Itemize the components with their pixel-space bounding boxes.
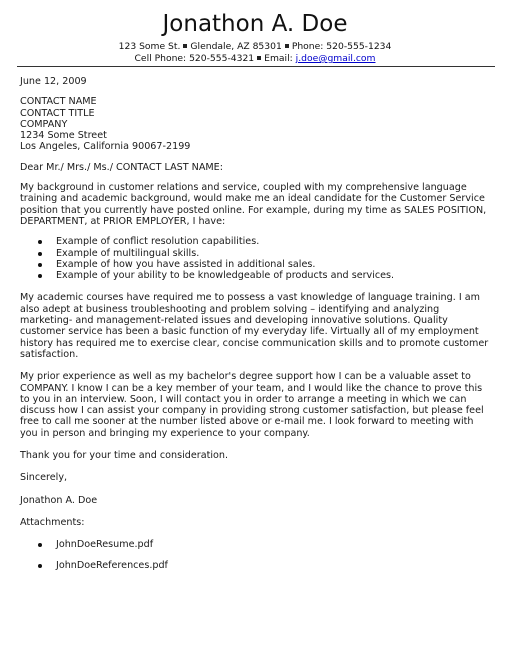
sender-street: 123 Some St.	[118, 41, 181, 52]
sender-phone: Phone: 520-555-1234	[291, 41, 392, 52]
paragraph-3: My prior experience as well as my bachelor's degree support how I can be a valuable asset to COMPANY. I know I can be a key member of your team, and I would like the chance to prove this to you in an interview. Soon, I will contact you in order to arrange a meeting in which we can discuss how I can assist your company in providing strong customer satisfaction, but please feel free to call me sooner at the number listed above or e-mail me. I look forward to meeting with you in person and bringing my experience to your company.	[20, 371, 484, 439]
recipient-name: CONTACT NAME	[20, 96, 97, 108]
recipient-company: COMPANY	[20, 118, 68, 130]
closing: Sincerely,	[20, 472, 68, 484]
separator-square-icon	[285, 44, 289, 48]
letter-body	[20, 76, 490, 572]
header-divider	[17, 66, 495, 67]
attachments-list	[20, 539, 490, 572]
contact-line-cell-email	[0, 53, 510, 64]
email-label: Email:	[264, 53, 293, 64]
email-link[interactable]: j.doe@gmail.com	[295, 53, 376, 64]
salutation: Dear Mr./ Mrs./ Ms./ CONTACT LAST NAME:	[20, 161, 223, 173]
recipient-title: CONTACT TITLE	[20, 107, 95, 119]
list-item: Example of your ability to be knowledgeable of products and services.	[20, 270, 490, 281]
separator-square-icon	[257, 56, 261, 60]
list-item: Example of how you have assisted in additional sales.	[20, 259, 490, 270]
sender-name: Jonathon A. Doe	[162, 11, 348, 37]
list-item: Example of conflict resolution capabilities.	[20, 236, 490, 247]
attachments-label: Attachments:	[20, 516, 85, 528]
recipient-street: 1234 Some Street	[20, 130, 107, 142]
signature-name: Jonathon A. Doe	[20, 494, 98, 506]
recipient-city: Los Angeles, California 90067-2199	[20, 141, 191, 153]
attachment-item: JohnDoeReferences.pdf	[20, 560, 490, 572]
experience-bullet-list	[20, 236, 490, 281]
recipient-block	[20, 96, 490, 152]
paragraph-2: My academic courses have required me to possess a vast knowledge of language training. I am also adept at business troubleshooting and problem solving – identifying and analyzing marketing- and management-related issues and developing innovative solutions. Quality customer service has been a basic function of my everyday life. Virtually all of my employment history has required me to exercise clear, concise communication skills and to promote customer satisfaction.	[20, 292, 489, 360]
list-item: Example of multilingual skills.	[20, 248, 490, 259]
sender-cell: Cell Phone: 520-555-4321	[134, 53, 255, 64]
thanks-line: Thank you for your time and consideration.	[20, 450, 228, 462]
attachment-item: JohnDoeResume.pdf	[20, 539, 490, 551]
sender-city: Glendale, AZ 85301	[190, 41, 282, 52]
separator-square-icon	[183, 44, 187, 48]
paragraph-1: My background in customer relations and service, coupled with my comprehensive language training and academic background, would make me an ideal candidate for the Customer Service position that you currently have posted online. For example, during my time as SALES POSITION, DEPARTMENT, at PRIOR EMPLOYER, I have:	[20, 182, 487, 227]
letter-date: June 12, 2009	[20, 76, 87, 87]
contact-line-address	[0, 41, 510, 52]
